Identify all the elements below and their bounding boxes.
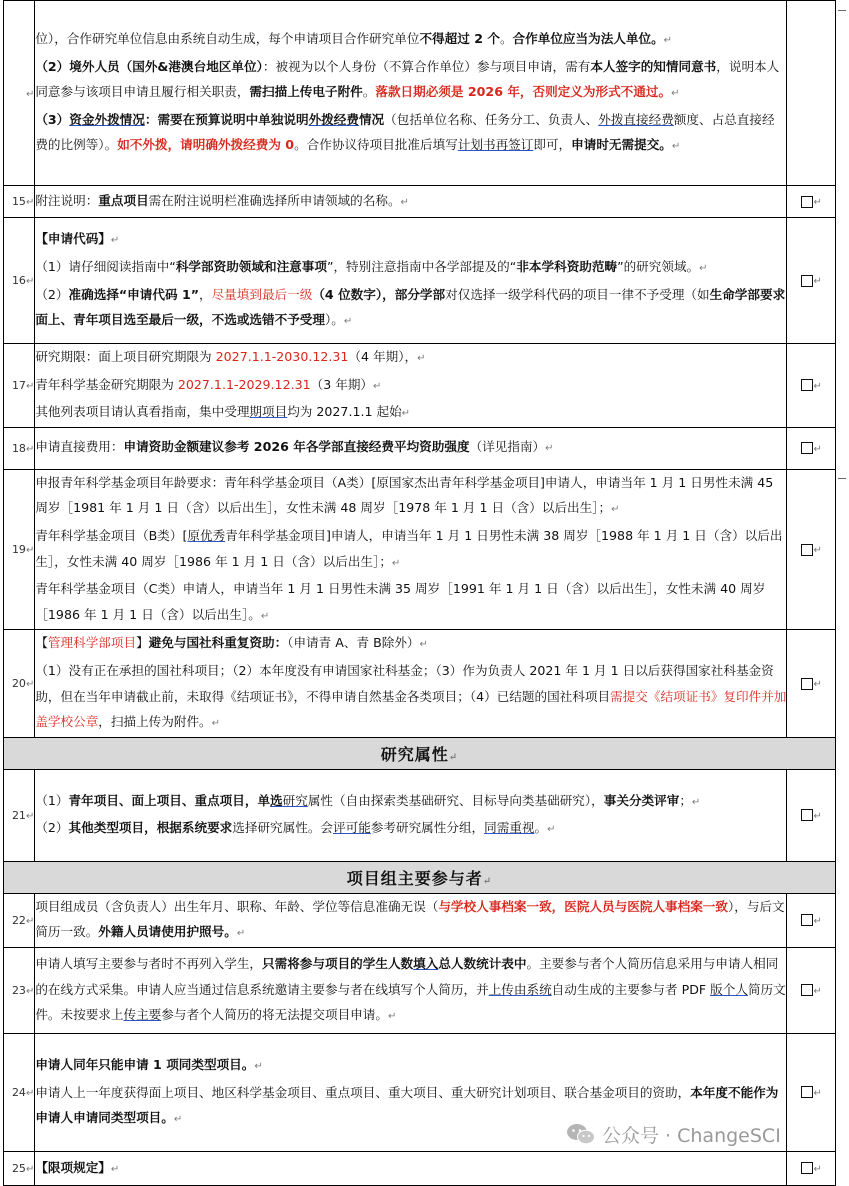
text-run: 申请人填写主要参与者时不再列入学生， [35,956,263,972]
checkbox[interactable] [801,984,813,996]
table-row [4,427,836,469]
row-number-text: 19 [11,543,26,557]
text-run: 与学校人事档案一致，医院人员与医院人事档案一致 [438,898,728,914]
text-run: 期项目 [249,404,288,420]
wechat-icon [566,1122,596,1146]
row-content [35,893,787,947]
checkbox-cell [787,1,836,186]
section-header-row [4,737,836,769]
row-content [35,630,787,737]
paragraph-mark: ↵ [25,197,35,208]
checkbox-cell [787,427,836,469]
text-run: （申请青 A、青 B除外） [287,635,420,651]
text-run: 外拨直接经费 [598,111,674,127]
paragraph [35,1052,786,1080]
text-run: 尽量填到最后一级 [211,286,313,302]
text-run: 青年科学基金项目（B类）[ [35,527,188,543]
row-number [4,1151,35,1185]
text-run: 其他类型项目，根据系统要求 [68,820,233,836]
text-run: 】 [136,635,149,651]
paragraph [35,951,786,1030]
row-number [4,186,35,218]
paragraph [35,894,786,947]
checkbox[interactable] [801,1162,813,1174]
paragraph-mark: ↵ [813,915,822,927]
text-run: ，扫描上传为附件。 [98,714,212,730]
row-number-text: 15 [11,195,26,208]
text-run: 选 [270,792,283,808]
paragraph-mark: ↵ [671,141,681,153]
text-run: 本人签字的知情同意书 [590,58,717,74]
text-run: 需扫描上传电子附件 [249,84,363,100]
text-run: 事关分类评审 [603,792,680,808]
checkbox-cell [787,469,836,630]
paragraph [35,434,786,462]
text-run: 属性（自由探索类基础研究、目标导向类基础研究）， [307,792,604,808]
row-content [35,947,787,1033]
text-run: 申请时无需提交。 [571,137,672,153]
text-run: （1）请仔细阅读指南中“ [35,258,176,274]
text-run: （4 年期）， [348,349,418,364]
text-run: 。 [534,820,548,836]
text-run: 需在附注说明栏准确选择所申请领域的名称。 [148,192,401,208]
row-number-text: 16 [11,274,26,287]
paragraph-mark: ↵ [110,1163,120,1175]
table-row [4,186,836,218]
text-run: 。 [499,31,513,47]
text-run: ； [679,792,692,808]
table-row [4,218,836,344]
table-row [4,1151,836,1185]
paragraph-mark: ↵ [400,196,409,208]
text-run: 对仅选择一级学科代码的项目一律不予受理（如 [445,286,710,302]
paragraph [35,576,786,629]
text-run: 【 [35,635,48,651]
row-number [4,1033,35,1151]
text-run: （4 位数字），部分学部 [312,286,446,302]
text-run: 避免与国社科重复资助： [148,635,288,651]
checkbox[interactable] [801,379,813,391]
paragraph-mark: ↵ [813,443,822,455]
paragraph [35,282,786,335]
paragraph-mark: ↵ [25,276,35,287]
text-run: 研究期限：面上项目研究期限为 [35,349,216,364]
paragraph-mark: ↵ [25,545,35,557]
row-content [35,1151,787,1185]
paragraph-mark: ↵ [110,235,120,247]
text-run: ， [198,286,212,302]
row-number-text: 24 [11,1085,26,1099]
text-run: 均为 2027.1.1 起始 [287,404,402,420]
row-number [4,769,35,861]
row-content [35,769,787,861]
paragraph-mark: ↵ [343,316,353,328]
paragraph [35,815,786,843]
paragraph-mark: ↵ [236,928,246,940]
row-number [4,218,35,344]
text-run: ），与后文简历一致。 [35,898,785,940]
paragraph-mark: ↵ [173,1114,183,1126]
text-run: 位），合作研究单位信息由系统自动生成，每个申请项目合作研究单位 [35,31,420,47]
text-run: 版个人 [710,981,748,997]
paragraph [35,188,786,216]
text-run: 准确选择“申请代码 1” [68,286,199,302]
row-number-text: 20 [11,677,26,691]
paragraph-mark: ↵ [25,443,35,455]
row-number-text: 17 [11,378,26,392]
text-run: ：被视为以个人身份（不算合作单位）参与项目申请，需有 [262,58,591,74]
row-number [4,893,35,947]
checkbox-cell [787,186,836,218]
paragraph [35,470,786,523]
text-run: 资金外拨情况 [69,111,145,127]
paragraph-mark: ↵ [813,1163,822,1175]
paragraph [35,658,786,737]
text-run: 申请直接费用： [35,439,124,455]
paragraph-mark: ↵ [448,751,459,763]
row-number [4,630,35,737]
text-run: 如不外拨，请明确外拨经费为 0 [117,137,295,153]
text-run: 参考研究属性分组， [370,820,485,836]
text-run: 自动生成的主要参与者 PDF [551,981,711,997]
paragraph [35,630,786,658]
text-run: （1） [35,792,69,808]
text-run: 青年项目、面上项目、重点项目，单 [68,792,271,808]
paragraph-mark: ↵ [699,262,708,274]
table-row [4,947,836,1033]
paragraph-mark: ↵ [417,353,426,364]
paragraph-mark: ↵ [545,443,554,455]
paragraph-mark: ↵ [391,557,401,569]
row-number-text: 21 [11,808,26,822]
paragraph-mark: ↵ [547,824,556,836]
text-run: 即可， [533,137,572,153]
text-run: 需提交《结项证书》复印件并加盖学校公章 [35,688,787,730]
text-run: 申请人同年只能申请 1 项同类型项目。 [35,1057,255,1073]
text-run: ”，特别注意指南中各学部提及的“ [326,258,517,274]
paragraph-mark: ↵ [813,197,822,208]
text-run: 其他列表项目请认真看指南，集中受理 [35,404,250,420]
row-content [35,186,787,218]
paragraph-mark: ↵ [419,639,428,651]
paragraph-mark: ↵ [663,35,673,47]
paragraph-mark: ↵ [813,985,822,997]
paragraph [35,523,786,576]
paragraph [35,788,786,816]
text-run: 填入 [413,956,439,972]
text-run: 【限项规定】 [35,1159,111,1175]
paragraph-mark: ↵ [611,504,620,516]
table-row [4,769,836,861]
checkbox[interactable] [801,678,813,690]
paragraph-mark: ↵ [25,380,35,392]
paragraph-mark: ↵ [671,88,680,100]
text-run: 2027.1.1-2030.12.31 [215,349,349,364]
text-run: 评可能 [333,820,371,836]
text-run: 只需将参与项目的学生人数 [262,956,414,972]
paragraph [35,107,786,160]
text-run: 青年科学基金项目（C类）申请人，申请当年 1 月 1 日男性未满 35 周岁［1991 年 1 月 1 日（含）以后出生］，女性未满 40 周岁［1986 年 1 月 1 日（含）以后出生］。 [35,581,766,622]
text-run: ）。 [324,312,344,328]
text-run: 附注说明： [35,192,99,208]
text-run: 同需重视 [484,820,535,836]
checkbox[interactable] [801,196,813,208]
paragraph-mark: ↵ [813,380,822,392]
watermark [566,1120,781,1148]
section-header-row [4,861,836,893]
table-row [4,344,836,428]
paragraph-mark: ↵ [211,718,221,730]
paragraph [35,54,786,107]
text-run: （2）境外人员（国外&港澳台地区单位） [35,58,263,74]
paragraph-mark: ↵ [25,810,35,822]
watermark-text: 公众号 · ChangeSCI [602,1124,781,1147]
paragraph [35,399,786,427]
section-title-text: 项目组主要参与者 [346,868,483,888]
text-run: 青年科学基金项目]申请人，申请当年 1 月 1 日男性未满 38 周岁［1988 年 1 月 1 日（含）以后出生］，女性未满 40 周岁［1986 年 1 月 1 日（含）以后出生］； [35,527,783,569]
paragraph [35,344,786,372]
text-run: 情况 [358,111,385,127]
paragraph-mark: ↵ [813,1087,822,1099]
text-run: 简历文件。未按要求上 [35,981,786,1023]
text-run: ，说明本人同意参与该项目申请且履行相关职责， [35,58,780,100]
checkbox[interactable] [801,809,813,821]
section-title-text: 研究属性 [380,744,449,764]
row-content [35,427,787,469]
paragraph-mark: ↵ [813,810,822,822]
text-run: ：需要在预算说明中单独说明 [144,111,309,127]
row-number [4,344,35,428]
paragraph-mark: ↵ [813,276,822,287]
paragraph-mark: ↵ [25,1087,35,1099]
paragraph [35,1155,786,1183]
text-run: 参与者个人简历的将无法提交项目申请。 [161,1007,388,1023]
paragraph-mark: ↵ [260,610,270,622]
text-run: （3 年期） [310,376,374,392]
text-run: 项目组成员（含负责人）出生年月、职称、年龄、学位等信息准确无误（ [35,898,439,914]
paragraph-mark: ↵ [401,408,411,420]
text-run: 额度、占总直接经费的比例等）。 [35,111,775,153]
text-run: 科学部资助领域和注意事项 [175,258,327,274]
table-row [4,1,836,186]
row-number-text: 18 [11,441,26,455]
text-run: 不得超过 2 个 [419,31,500,47]
text-run: 传主要 [123,1007,162,1023]
paragraph-mark: ↵ [691,796,701,808]
row-number-text: 25 [11,1161,26,1175]
text-run: （2） [35,820,69,836]
paragraph-mark: ↵ [482,875,493,887]
text-run: （3） [35,111,70,127]
text-run: （1）没有正在承担的国社科项目；（2）本年度没有申请国家社科基金；（3）作为负责人 2021 年 1 月 1 日以后获得国家社科基金资助，但在当年申请截止前，未取得《结项证书》，不得申请自然基金各类项目；（4）已结题的国社科项目 [35,662,774,704]
text-run: （详见指南） [469,439,546,455]
text-run: （2） [35,286,69,302]
text-run: 计划书再签订 [457,137,534,153]
text-run: 。主要参与者个人简历信息采用与申请人相同的在线方式采集。申请人应当通过信息系统邀请主要参与者在线填写个人简历，并 [35,956,779,997]
document-table [3,0,836,1186]
text-run: 。 [362,84,376,100]
text-run: 管理科学部项目 [47,635,137,651]
row-number-text: 22 [11,913,26,927]
checkbox[interactable] [801,442,813,454]
checkbox[interactable] [801,914,813,926]
checkbox-cell [787,630,836,737]
text-run: 申请资助金额建议参考 2026 年各学部直接经费平均资助强度 [123,439,470,455]
checkbox-cell [787,769,836,861]
section-title [4,861,836,893]
text-run: 落款日期必须是 2026 年，否则定义为形式不通过。 [375,84,672,100]
paragraph [35,226,786,254]
text-run: 总人数统计表中 [438,956,527,972]
text-run: 重点项目 [98,192,149,208]
paragraph-mark: ↵ [25,985,35,997]
paragraph [35,254,786,282]
checkbox-cell [787,1033,836,1151]
checkbox-cell [787,947,836,1033]
row-content [35,1,787,186]
paragraph-mark: ↵ [25,88,35,100]
text-run: 上传由系统 [488,981,552,997]
paragraph-mark: ↵ [25,679,35,691]
paragraph-mark: ↵ [25,915,35,927]
text-run: 合作单位应当为法人单位。 [512,31,664,47]
text-run: 非本学科资助范畴 [516,258,618,274]
text-run: 申报青年科学基金项目年龄要求：青年科学基金项目（A类）[原国家杰出青年科学基金项目]申请人，申请当年 1 月 1 日男性未满 45 周岁［1981 年 1 月 1 日（含）以后出生］，女性未满 48 周岁［1978 年 1 月 1 日（含）以后出生］； [35,474,774,516]
section-title [4,737,836,769]
checkbox-cell [787,893,836,947]
text-run: 研究 [282,792,308,808]
text-run: 青年科学基金研究期限为 [35,376,178,392]
checkbox-cell [787,218,836,344]
row-content [35,218,787,344]
paragraph-mark: ↵ [813,545,822,557]
row-number [4,1,35,186]
row-content [35,469,787,630]
checkbox[interactable] [801,275,813,287]
table-row [4,893,836,947]
checkbox-cell [787,1151,836,1185]
checkbox[interactable] [801,1086,813,1098]
text-run: （包括单位名称、任务分工、负责人、 [384,111,599,127]
margin-marker [838,478,846,479]
table-row [4,469,836,630]
text-run: 原优秀 [187,527,226,543]
paragraph [35,26,786,54]
paragraph-mark: ↵ [813,679,822,691]
checkbox-cell [787,344,836,428]
text-run: 申请人上一年度获得面上项目、地区科学基金项目、重点项目、重大项目、重大研究计划项目、联合基金项目的资助， [35,1084,691,1100]
paragraph-mark: ↵ [25,1163,35,1175]
paragraph-mark: ↵ [254,1061,263,1073]
text-run: 。合作协议待项目批准后填写 [294,137,458,153]
margin-marker [838,10,846,11]
text-run: ”的研究领域。 [617,258,700,274]
paragraph-mark: ↵ [387,1011,397,1023]
row-number-text: 23 [11,983,26,997]
text-run: 2027.1.1-2029.12.31 [177,376,311,392]
text-run: 【申请代码】 [35,231,111,247]
text-run: 外籍人员请使用护照号。 [98,924,237,940]
text-run: 生命学部要求面上、青年项目选至最后一级，不选或选错不予受理 [35,286,786,328]
table-row [4,630,836,737]
row-number [4,469,35,630]
paragraph-mark: ↵ [373,380,382,392]
text-run: 本年度不能作为申请人申请同类型项目。 [35,1084,779,1126]
row-number [4,947,35,1033]
text-run: 外拨经费 [308,111,359,127]
row-content [35,344,787,428]
row-number [4,427,35,469]
checkbox[interactable] [801,544,813,556]
paragraph [35,372,786,400]
text-run: 选择研究属性。会 [232,820,333,836]
